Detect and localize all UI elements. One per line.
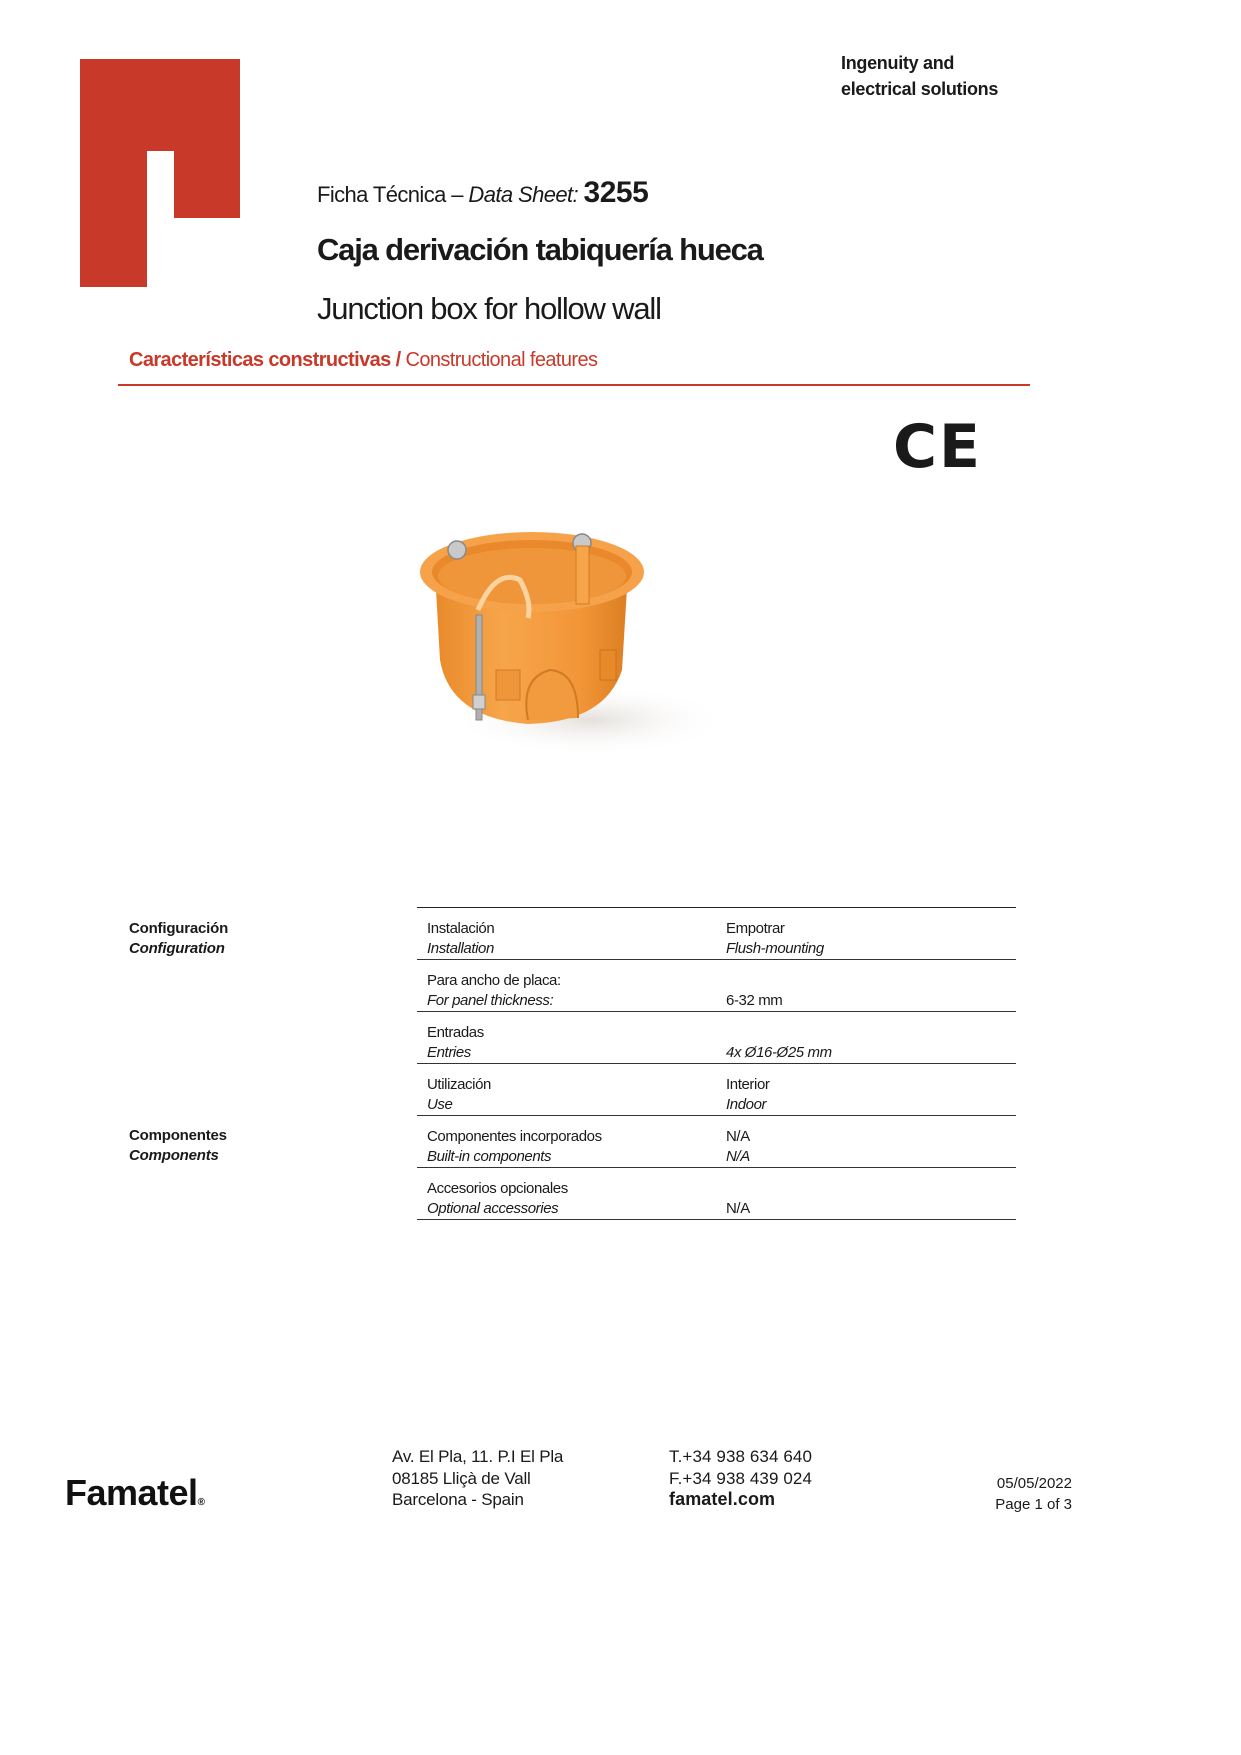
datasheet-label: [317, 176, 648, 210]
datasheet-label-en: Data Sheet:: [468, 182, 578, 207]
spec-label-en: Use: [427, 1096, 453, 1113]
spec-label-es: Utilización: [427, 1076, 491, 1093]
product-title-en: Junction box for hollow wall: [317, 291, 661, 326]
spec-value-en: 6-32 mm: [726, 992, 783, 1009]
section-heading: [129, 349, 597, 372]
fax-number: F.+34 938 439 024: [669, 1468, 813, 1488]
datasheet-number: 3255: [583, 176, 649, 209]
spec-label-es: Instalación: [427, 920, 495, 937]
product-title-es: Caja derivación tabiquería hueca: [317, 232, 763, 267]
group-configuration: [129, 919, 228, 959]
spec-label-en: Installation: [427, 940, 494, 957]
spec-value-en: Flush-mounting: [726, 940, 824, 957]
spec-row-installation: [417, 907, 1016, 959]
footer-contact: [669, 1446, 812, 1511]
address-line-1: Av. El Pla, 11. P.I El Pla: [392, 1447, 564, 1466]
product-image: [400, 510, 740, 780]
spec-row-built-in: [417, 1115, 1016, 1167]
footer-brand-logo: [65, 1472, 204, 1514]
spec-label-en: Entries: [427, 1044, 471, 1061]
spec-value-en: N/A: [726, 1200, 750, 1217]
spec-label-es: Componentes incorporados: [427, 1128, 602, 1145]
famatel-logo: [80, 59, 240, 287]
section-heading-en: Constructional features: [400, 349, 598, 371]
spec-value-es: Empotrar: [726, 920, 785, 937]
spec-label-es: Entradas: [427, 1024, 484, 1041]
spec-value-en: N/A: [726, 1148, 750, 1165]
group-components: [129, 1126, 227, 1166]
group-components-es: Componentes: [129, 1127, 227, 1144]
datasheet-label-es: Ficha Técnica –: [317, 182, 469, 207]
footer-date-page: [995, 1473, 1072, 1515]
section-heading-es: Características constructivas /: [129, 349, 401, 371]
company-tagline: [841, 50, 998, 102]
ce-mark-icon: CE: [893, 412, 983, 482]
spec-value-es: N/A: [726, 1128, 750, 1145]
group-configuration-en: Configuration: [129, 940, 225, 957]
registered-mark: ®: [197, 1497, 205, 1508]
spec-table: [417, 907, 1016, 1220]
spec-value-es: Interior: [726, 1076, 770, 1093]
spec-value-en: Indoor: [726, 1096, 767, 1113]
spec-label-en: Optional accessories: [427, 1200, 559, 1217]
footer-address: [392, 1446, 563, 1511]
address-line-2: 08185 Lliçà de Vall: [392, 1468, 531, 1488]
spec-label-en: Built-in components: [427, 1148, 552, 1165]
tagline-line-2: electrical solutions: [841, 79, 999, 99]
spec-value-en: 4x Ø16-Ø25 mm: [726, 1044, 832, 1061]
website-link[interactable]: famatel.com: [669, 1489, 776, 1509]
section-divider: [118, 384, 1030, 386]
spec-label-es: Para ancho de placa:: [427, 972, 561, 989]
phone-number: T.+34 938 634 640: [669, 1447, 813, 1466]
brand-name: Famatel: [65, 1472, 198, 1513]
group-configuration-es: Configuración: [129, 920, 229, 937]
tagline-line-1: Ingenuity and: [841, 53, 955, 73]
spec-label-en: For panel thickness:: [427, 992, 554, 1009]
spec-row-entries: [417, 1011, 1016, 1063]
group-components-en: Components: [129, 1147, 219, 1164]
page-number: Page 1 of 3: [995, 1496, 1072, 1513]
spec-label-es: Accesorios opcionales: [427, 1180, 568, 1197]
spec-row-accessories: [417, 1167, 1016, 1220]
address-line-3: Barcelona - Spain: [392, 1490, 524, 1509]
document-date: 05/05/2022: [996, 1475, 1072, 1492]
spec-row-panel-thickness: [417, 959, 1016, 1011]
spec-row-use: [417, 1063, 1016, 1115]
